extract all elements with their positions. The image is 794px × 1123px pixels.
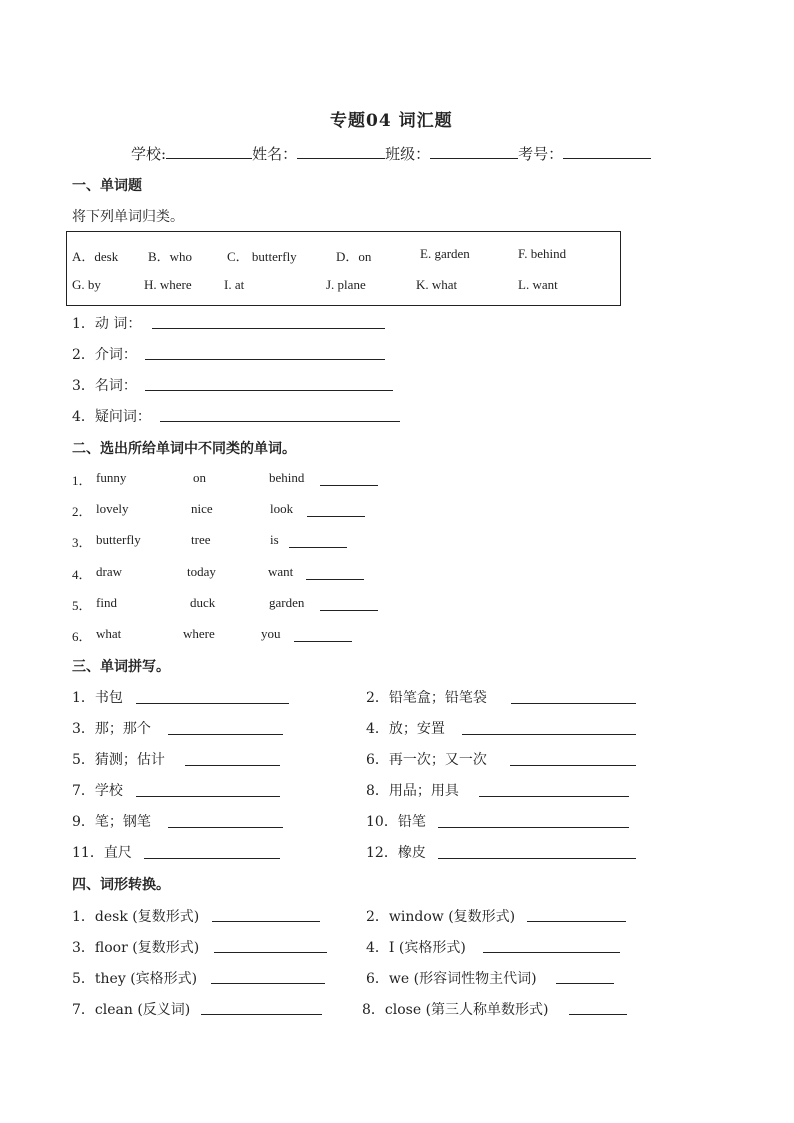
odd-one-word: nice	[191, 501, 213, 516]
odd-one-num: 3．	[72, 535, 92, 550]
section1-instruction: 将下列单词归类。	[72, 209, 184, 225]
word-form-blank[interactable]	[211, 983, 325, 984]
odd-one-word: where	[183, 626, 215, 641]
spelling-prompt: 9．笔；钢笔	[72, 814, 151, 830]
name-blank[interactable]	[297, 144, 385, 159]
odd-one-word: garden	[269, 595, 305, 610]
number-blank[interactable]	[563, 144, 651, 159]
word-form-prompt: 5．they (宾格形式)	[72, 971, 198, 987]
odd-one-word: lovely	[96, 501, 129, 516]
word-form-prompt: 3．floor (复数形式)	[72, 940, 200, 956]
word-form-blank[interactable]	[212, 921, 320, 922]
word-form-blank[interactable]	[214, 952, 327, 953]
section2-heading: 二、选出所给单词中不同类的单词。	[72, 441, 296, 457]
student-info-line	[131, 143, 651, 164]
section4-heading: 四、词形转换。	[72, 877, 170, 893]
word-bank-item: C． butterfly	[227, 249, 297, 264]
school-blank[interactable]	[166, 144, 252, 159]
section1-heading: 一、单词题	[72, 178, 142, 194]
odd-one-word: draw	[96, 564, 122, 579]
word-bank-item: B．who	[148, 249, 193, 264]
spelling-blank[interactable]	[438, 858, 636, 859]
odd-one-word: find	[96, 595, 117, 610]
odd-one-blank[interactable]	[307, 516, 365, 517]
page-title: 专题04 词汇题	[330, 111, 453, 131]
classify-verb-blank[interactable]	[152, 328, 385, 329]
classify-noun-blank[interactable]	[145, 390, 393, 391]
word-form-prompt: 4．I (宾格形式)	[366, 940, 466, 956]
word-bank-item: I. at	[224, 277, 245, 292]
odd-one-word: funny	[96, 470, 127, 485]
odd-one-blank[interactable]	[294, 641, 352, 642]
word-bank-item: D．on	[336, 249, 372, 264]
classify-noun-label: 3．名词：	[72, 378, 137, 394]
spelling-prompt: 2．铅笔盒；铅笔袋	[366, 690, 487, 706]
spelling-prompt: 4．放；安置	[366, 721, 445, 737]
spelling-blank[interactable]	[168, 734, 283, 735]
word-form-prompt: 8．close (第三人称单数形式)	[362, 1002, 549, 1018]
classify-prep-blank[interactable]	[145, 359, 385, 360]
spelling-blank[interactable]	[168, 827, 283, 828]
section3-heading: 三、单词拼写。	[72, 659, 170, 675]
word-form-blank[interactable]	[201, 1014, 322, 1015]
spelling-prompt: 8．用品；用具	[366, 783, 459, 799]
odd-one-word: is	[270, 532, 279, 547]
odd-one-word: today	[187, 564, 216, 579]
word-form-blank[interactable]	[556, 983, 614, 984]
odd-one-word: want	[268, 564, 294, 579]
word-bank-item: K. what	[416, 277, 458, 292]
classify-question-blank[interactable]	[160, 421, 400, 422]
spelling-prompt: 1．书包	[72, 690, 123, 706]
class-blank[interactable]	[430, 144, 518, 159]
odd-one-num: 5．	[72, 598, 92, 613]
odd-one-word: look	[270, 501, 294, 516]
word-bank-item: G. by	[72, 277, 101, 292]
odd-one-word: behind	[269, 470, 305, 485]
odd-one-num: 1．	[72, 473, 92, 488]
spelling-prompt: 5．猜测；估计	[72, 752, 165, 768]
word-form-blank[interactable]	[483, 952, 620, 953]
odd-one-num: 6．	[72, 629, 92, 644]
school-label: 学校:	[131, 145, 167, 163]
spelling-prompt: 7．学校	[72, 783, 123, 799]
odd-one-word: butterfly	[96, 532, 141, 547]
spelling-prompt: 11．直尺	[72, 845, 132, 861]
spelling-blank[interactable]	[185, 765, 280, 766]
odd-one-blank[interactable]	[320, 485, 378, 486]
odd-one-word: what	[96, 626, 122, 641]
word-bank-item: J. plane	[326, 277, 366, 292]
word-bank-item: H. where	[144, 277, 192, 292]
word-bank-item: F. behind	[518, 246, 567, 261]
word-form-prompt: 2．window (复数形式)	[366, 909, 516, 925]
odd-one-num: 4．	[72, 567, 92, 582]
spelling-blank[interactable]	[136, 796, 280, 797]
word-bank-item: L. want	[518, 277, 558, 292]
classify-question-label: 4．疑问词：	[72, 409, 151, 425]
number-label: 考号：	[518, 145, 564, 163]
word-form-prompt: 6．we (形容词性物主代词)	[366, 971, 537, 987]
spelling-blank[interactable]	[510, 765, 636, 766]
spelling-blank[interactable]	[479, 796, 629, 797]
odd-one-word: tree	[191, 532, 211, 547]
word-bank-box	[66, 231, 621, 306]
word-bank-item: E. garden	[420, 246, 470, 261]
name-label: 姓名：	[252, 145, 298, 163]
spelling-prompt: 6．再一次；又一次	[366, 752, 487, 768]
spelling-prompt: 3．那；那个	[72, 721, 151, 737]
spelling-blank[interactable]	[438, 827, 629, 828]
odd-one-word: duck	[190, 595, 216, 610]
odd-one-word: you	[261, 626, 281, 641]
word-form-prompt: 7．clean (反义词)	[72, 1002, 191, 1018]
word-bank-item: A．desk	[72, 249, 119, 264]
classify-verb-label: 1．动 词：	[72, 316, 142, 332]
odd-one-blank[interactable]	[289, 547, 347, 548]
odd-one-blank[interactable]	[306, 579, 364, 580]
spelling-blank[interactable]	[511, 703, 636, 704]
spelling-prompt: 12．橡皮	[366, 845, 426, 861]
classify-prep-label: 2．介词：	[72, 347, 137, 363]
word-form-prompt: 1．desk (复数形式)	[72, 909, 200, 925]
word-form-blank[interactable]	[569, 1014, 627, 1015]
spelling-blank[interactable]	[144, 858, 280, 859]
odd-one-blank[interactable]	[320, 610, 378, 611]
spelling-blank[interactable]	[136, 703, 289, 704]
odd-one-word: on	[193, 470, 206, 485]
class-label: 班级：	[385, 145, 431, 163]
spelling-prompt: 10．铅笔	[366, 814, 426, 830]
spelling-blank[interactable]	[462, 734, 636, 735]
word-form-blank[interactable]	[527, 921, 626, 922]
odd-one-num: 2．	[72, 504, 92, 519]
